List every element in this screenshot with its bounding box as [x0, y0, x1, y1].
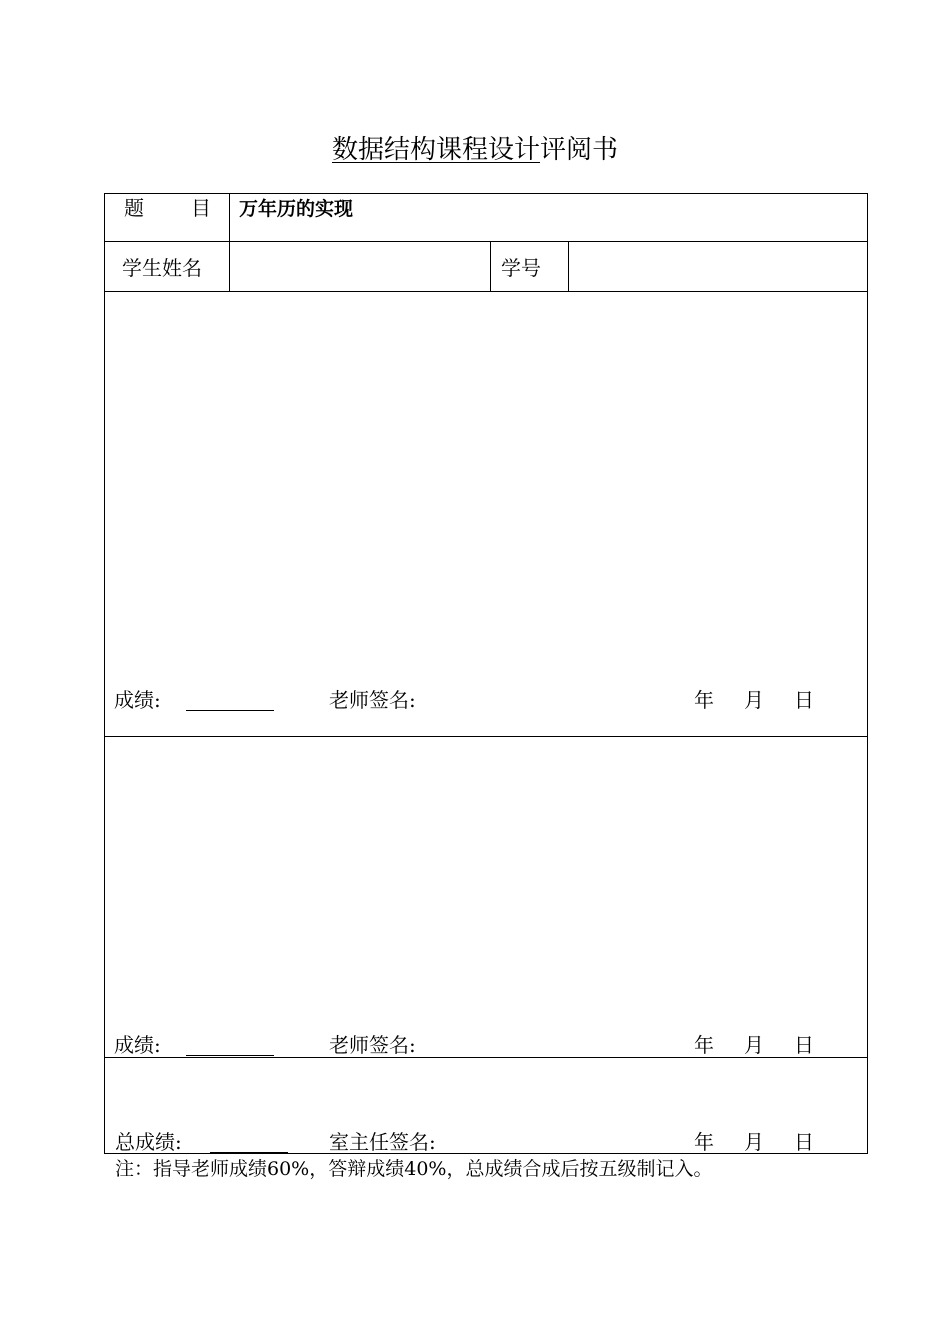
advisor-signature-label: 老师签名:: [329, 688, 416, 712]
title-rest: 评阅书: [540, 135, 619, 165]
student-id-label: 学号: [501, 256, 541, 280]
total-day-label: 日: [794, 1130, 814, 1154]
advisor-score-label: 成绩:: [114, 688, 161, 712]
topic-label-char-1: 题: [124, 196, 144, 220]
advisor-score-blank[interactable]: [186, 690, 274, 711]
total-year-label: 年: [694, 1130, 714, 1154]
advisor-comment-area[interactable]: [105, 292, 867, 736]
student-name-label: 学生姓名: [122, 256, 202, 280]
evaluation-form: [104, 193, 868, 1154]
defense-comment-area[interactable]: [105, 737, 867, 1057]
director-signature-label: 室主任签名:: [329, 1130, 436, 1154]
defense-signature-label: 老师签名:: [329, 1033, 416, 1057]
column-divider: [229, 194, 230, 291]
defense-score-blank[interactable]: [186, 1035, 274, 1056]
total-month-label: 月: [744, 1130, 764, 1154]
topic-label-char-2: 目: [191, 196, 211, 220]
advisor-day-label: 日: [794, 688, 814, 712]
advisor-year-label: 年: [694, 688, 714, 712]
total-score-blank[interactable]: [210, 1132, 288, 1153]
title-underlined: 数据结构课程设计: [331, 135, 540, 165]
defense-day-label: 日: [794, 1033, 814, 1057]
total-score-label: 总成绩:: [115, 1130, 182, 1154]
student-name-field[interactable]: [231, 243, 489, 290]
footnote: 注：指导老师成绩60%，答辩成绩40%，总成绩合成后按五级制记入。: [115, 1158, 713, 1180]
topic-value: 万年历的实现: [239, 198, 354, 220]
column-divider: [490, 241, 491, 291]
row-divider: [105, 241, 867, 242]
defense-score-label: 成绩:: [114, 1033, 161, 1057]
defense-year-label: 年: [694, 1033, 714, 1057]
column-divider: [568, 241, 569, 291]
page-title: [0, 130, 950, 170]
advisor-month-label: 月: [744, 688, 764, 712]
defense-month-label: 月: [744, 1033, 764, 1057]
student-id-field[interactable]: [570, 243, 866, 290]
row-divider: [105, 1057, 867, 1058]
